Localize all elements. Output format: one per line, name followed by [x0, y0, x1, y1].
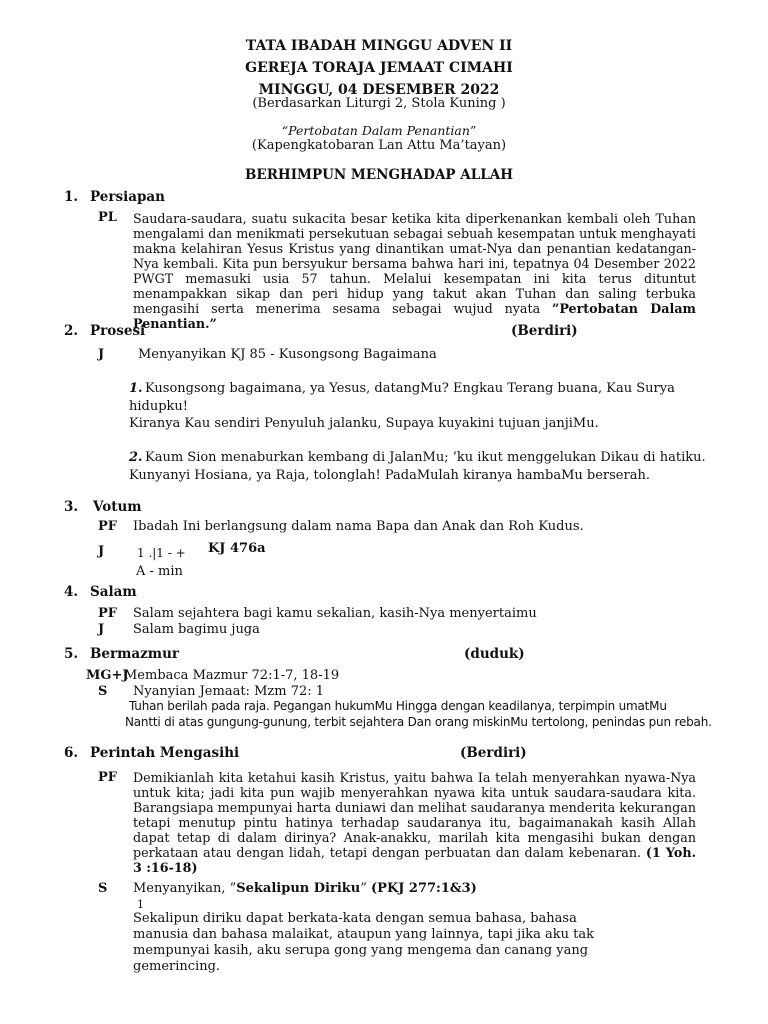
section-title-persiapan: Persiapan	[90, 189, 165, 205]
role-label: PF	[98, 770, 118, 785]
bible-reference: (1 Yoh. 3 :16-18)	[133, 845, 696, 875]
sing-suffix: ”	[360, 881, 367, 896]
verse-line: Kunyanyi Hosiana, ya Raja, tolonglah! PadaMulah kiranya hambaMu berserah.	[129, 468, 650, 483]
role-label: PF	[98, 519, 118, 534]
posture-label: (Berdiri)	[511, 323, 578, 339]
theme-translation: (Kapengkatobaran Lan Attu Ma’tayan)	[251, 138, 507, 153]
posture-label: (duduk)	[464, 646, 525, 662]
salam-response: Salam bagimu juga	[133, 622, 260, 637]
psalm-song: Nyanyian Jemaat: Mzm 72: 1	[133, 684, 325, 699]
section-title-votum: Votum	[93, 499, 142, 515]
verse-number: 1.	[129, 381, 143, 396]
section-number: 3.	[64, 499, 79, 515]
sing-prefix: Menyanyikan, ”	[133, 881, 237, 896]
salam-text: Salam sejahtera bagi kamu sekalian, kasih-Nya menyertaimu	[133, 606, 537, 621]
verse-line: Kaum Sion menaburkan kembang di JalanMu; ’ku ikut menggelukan Dikau di hatiku.	[145, 450, 706, 465]
persiapan-text	[133, 211, 696, 331]
section-title-bermazmur: Bermazmur	[90, 646, 180, 662]
section-number: 1.	[64, 189, 79, 205]
amin-text: A - min	[136, 564, 183, 579]
title-line-3: MINGGU, 04 DESEMBER 2022	[258, 82, 500, 98]
verse-line: Kiranya Kau sendiri Penyuluh jalanku, Supaya kuyakini tujuan janjiMu.	[129, 416, 599, 431]
music-notation: 1 .|1 - +	[137, 546, 186, 560]
role-label: S	[98, 881, 108, 896]
verse-line: Sekalipun diriku dapat berkata-kata dengan semua bahasa, bahasa	[133, 911, 577, 926]
verse-line: gemerincing.	[133, 959, 221, 974]
title-line-2: GEREJA TORAJA JEMAAT CIMAHI	[245, 60, 513, 76]
verse-line: mempunyai kasih, aku serupa gong yang mengema dan canang yang	[133, 943, 589, 958]
section-number: 5.	[64, 646, 79, 662]
role-label: J	[98, 622, 105, 637]
role-label: J	[98, 347, 105, 362]
hymn-reference: KJ 476a	[208, 541, 266, 556]
posture-label: (Berdiri)	[460, 745, 527, 761]
section-title-salam: Salam	[90, 584, 137, 600]
procession-song: Menyanyikan KJ 85 - Kusongsong Bagaimana	[138, 347, 437, 362]
persiapan-theme: ”Pertobatan Dalam Penantian.”	[133, 301, 696, 331]
role-label: PL	[98, 210, 117, 225]
verse-number: 2.	[129, 450, 143, 465]
persiapan-body: Saudara-saudara, suatu sukacita besar ketika kita diperkenankan kembali oleh Tuhan mengalami dan menikmati persekutuan sebagai sebuah kesempatan untuk menghayati makna kelahiran Yesus Kristus yang dinantikan umat-Nya dan penantian kedatangan-Nya kembali. Kita pun bersyukur bersama bahwa hari ini, tepatnya 04 Desember 2022 PWGT memasuki usia 57 tahun. Melalui kesempatan ini kita terus dituntut menampakkan sikap dan peri hidup yang takut akan Tuhan dan saling terbuka mengasihi serta menerima sesama sebagai wujud nyata	[133, 211, 696, 316]
votum-text: Ibadah Ini berlangsung dalam nama Bapa dan Anak dan Roh Kudus.	[133, 519, 584, 534]
song-reference: (PKJ 277:1&3)	[371, 881, 477, 896]
section-number: 6.	[64, 745, 79, 761]
part-heading: BERHIMPUN MENGHADAP ALLAH	[245, 167, 513, 183]
section-title-perintah-mengasihi: Perintah Mengasihi	[90, 745, 240, 761]
sing-instruction	[133, 881, 477, 897]
verse-number: 1	[137, 898, 144, 911]
psalm-lyric: Nantti di atas gungung-gunung, terbit sejahtera Dan orang miskinMu tertolong, penindas pun rebah.	[125, 715, 712, 729]
psalm-reading: Membaca Mazmur 72:1-7, 18-19	[124, 668, 340, 683]
role-label: PF	[98, 606, 118, 621]
commandment-text	[133, 770, 696, 875]
liturgy-subtitle: (Berdasarkan Liturgi 2, Stola Kuning )	[252, 96, 506, 111]
role-label: S	[98, 684, 108, 699]
verse-line: hidupku!	[129, 399, 189, 414]
psalm-lyric: Tuhan berilah pada raja. Pegangan hukumMu Hingga dengan keadilanya, terpimpin umatMu	[129, 699, 667, 713]
commandment-body: Demikianlah kita ketahui kasih Kristus, yaitu bahwa Ia telah menyerahkan nyawa-Nya untuk kita; jadi kita pun wajib menyerahkan nyawa kita untuk saudara-saudara kita. Barangsiapa mempunyai harta duniawi dan melihat saudaranya menderita kekurangan tetapi menutup pintu hatinya terhadap saudaranya itu, bagaimanakah kasih Allah dapat tetap di dalam dirinya? Anak-anakku, marilah kita mengasihi bukan dengan perkataan atau dengan lidah, tetapi dengan perbuatan dan dalam kebenaran.	[133, 770, 696, 860]
verse-line: Kusongsong bagaimana, ya Yesus, datangMu? Engkau Terang buana, Kau Surya	[145, 381, 675, 396]
song-title: Sekalipun Diriku	[236, 881, 361, 896]
role-label: J	[98, 544, 105, 559]
verse-line: manusia dan bahasa malaikat, ataupun yang lainnya, tapi jika aku tak	[133, 927, 595, 942]
title-line-1: TATA IBADAH MINGGU ADVEN II	[245, 38, 513, 54]
role-label: MG+J	[86, 668, 129, 683]
section-number: 2.	[64, 323, 79, 339]
section-number: 4.	[64, 584, 79, 600]
theme: “Pertobatan Dalam Penantian”	[281, 123, 477, 138]
section-title-prosesi: Prosesi	[90, 323, 146, 339]
